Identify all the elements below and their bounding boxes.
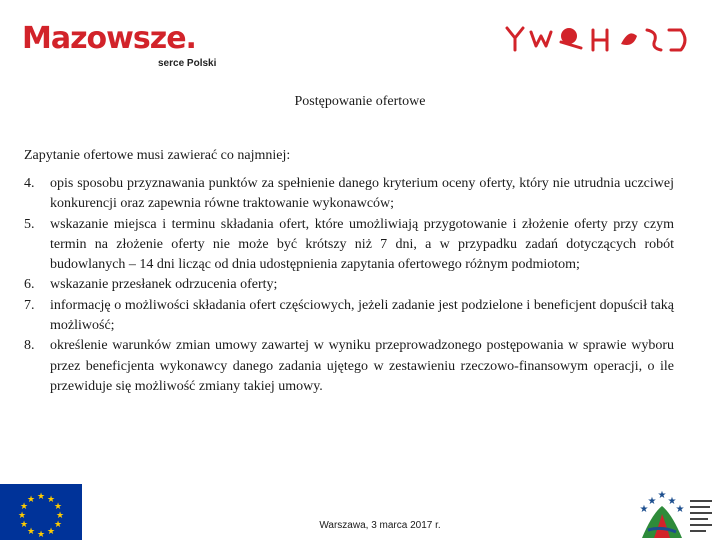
prow-logo-icon [632, 486, 720, 540]
list-item-number: 4. [24, 176, 35, 191]
svg-text:★: ★ [46, 527, 56, 537]
list-item [24, 296, 674, 337]
svg-text:★: ★ [19, 502, 29, 512]
list-item-number: 5. [24, 216, 35, 232]
svg-text:★: ★ [53, 502, 63, 512]
svg-text:★: ★ [26, 527, 36, 537]
svg-text:★: ★ [639, 504, 649, 515]
requirements-list [24, 174, 674, 397]
eu-flag-icon [0, 484, 82, 540]
page-title: Postępowanie ofertowe [294, 94, 426, 109]
svg-text:★: ★ [17, 511, 27, 521]
svg-text:★: ★ [36, 492, 46, 502]
svg-text:★: ★ [53, 520, 63, 530]
svg-text:★: ★ [675, 504, 685, 515]
list-item-text: wskazanie przesłanek odrzucenia oferty; [50, 277, 278, 293]
list-item [24, 215, 674, 276]
svg-text:★: ★ [647, 496, 657, 507]
page-header [0, 0, 720, 70]
list-item-text: opis sposobu przyznawania punktów za spełnienie danego kryterium oceny oferty, który nie utrudnia uczciwej konkurencji oraz zapewnia równe traktowanie wykonawców; [50, 176, 674, 212]
list-item-number: 7. [24, 297, 35, 313]
brand-tagline: serce Polski [158, 58, 217, 69]
list-item [24, 174, 674, 215]
mazowsze-logo [22, 21, 217, 69]
svg-text:★: ★ [36, 530, 46, 540]
svg-text:★: ★ [46, 495, 56, 505]
list-item [24, 336, 674, 397]
list-item [24, 275, 674, 295]
intro-text: Zapytanie ofertowe musi zawierać co najmniej: [24, 148, 291, 163]
svg-text:★: ★ [19, 520, 29, 530]
list-item-number: 8. [24, 338, 35, 354]
mazowsze-pictogram-icon [505, 22, 695, 61]
list-item-number: 6. [24, 277, 35, 293]
svg-text:★: ★ [55, 511, 65, 521]
list-item-text: informację o możliwości składania ofert częściowych, jeżeli zadanie jest podzielone i beneficjent dopuścił taką możliwość; [50, 297, 674, 334]
svg-text:★: ★ [657, 490, 667, 501]
footer-date: Warszawa, 3 marca 2017 r. [319, 520, 441, 531]
brand-name: Mazowsze. [22, 21, 196, 56]
list-item-text: wskazanie miejsca i terminu składania ofert, które umożliwiają przygotowanie i złożenie oferty przy czym termin na złożenie oferty nie może być krótszy niż 7 dni, a w przypadku zadań dotyczących robót budowlanych – 14 dni licząc od dnia udostępnienia zapytania ofertowego różnym podmiotom; [50, 216, 674, 273]
list-item-text: określenie warunków zmian umowy zawartej w wyniku przeprowadzonego postępowania w sprawie wyboru przez beneficjenta wykonawcy danego zadania ujętego w zestawieniu rzeczowo-finansowym operacji, o ile przewiduje się możliwość zmiany takiej umowy. [50, 338, 674, 394]
svg-text:★: ★ [26, 495, 36, 505]
svg-text:★: ★ [667, 496, 677, 507]
